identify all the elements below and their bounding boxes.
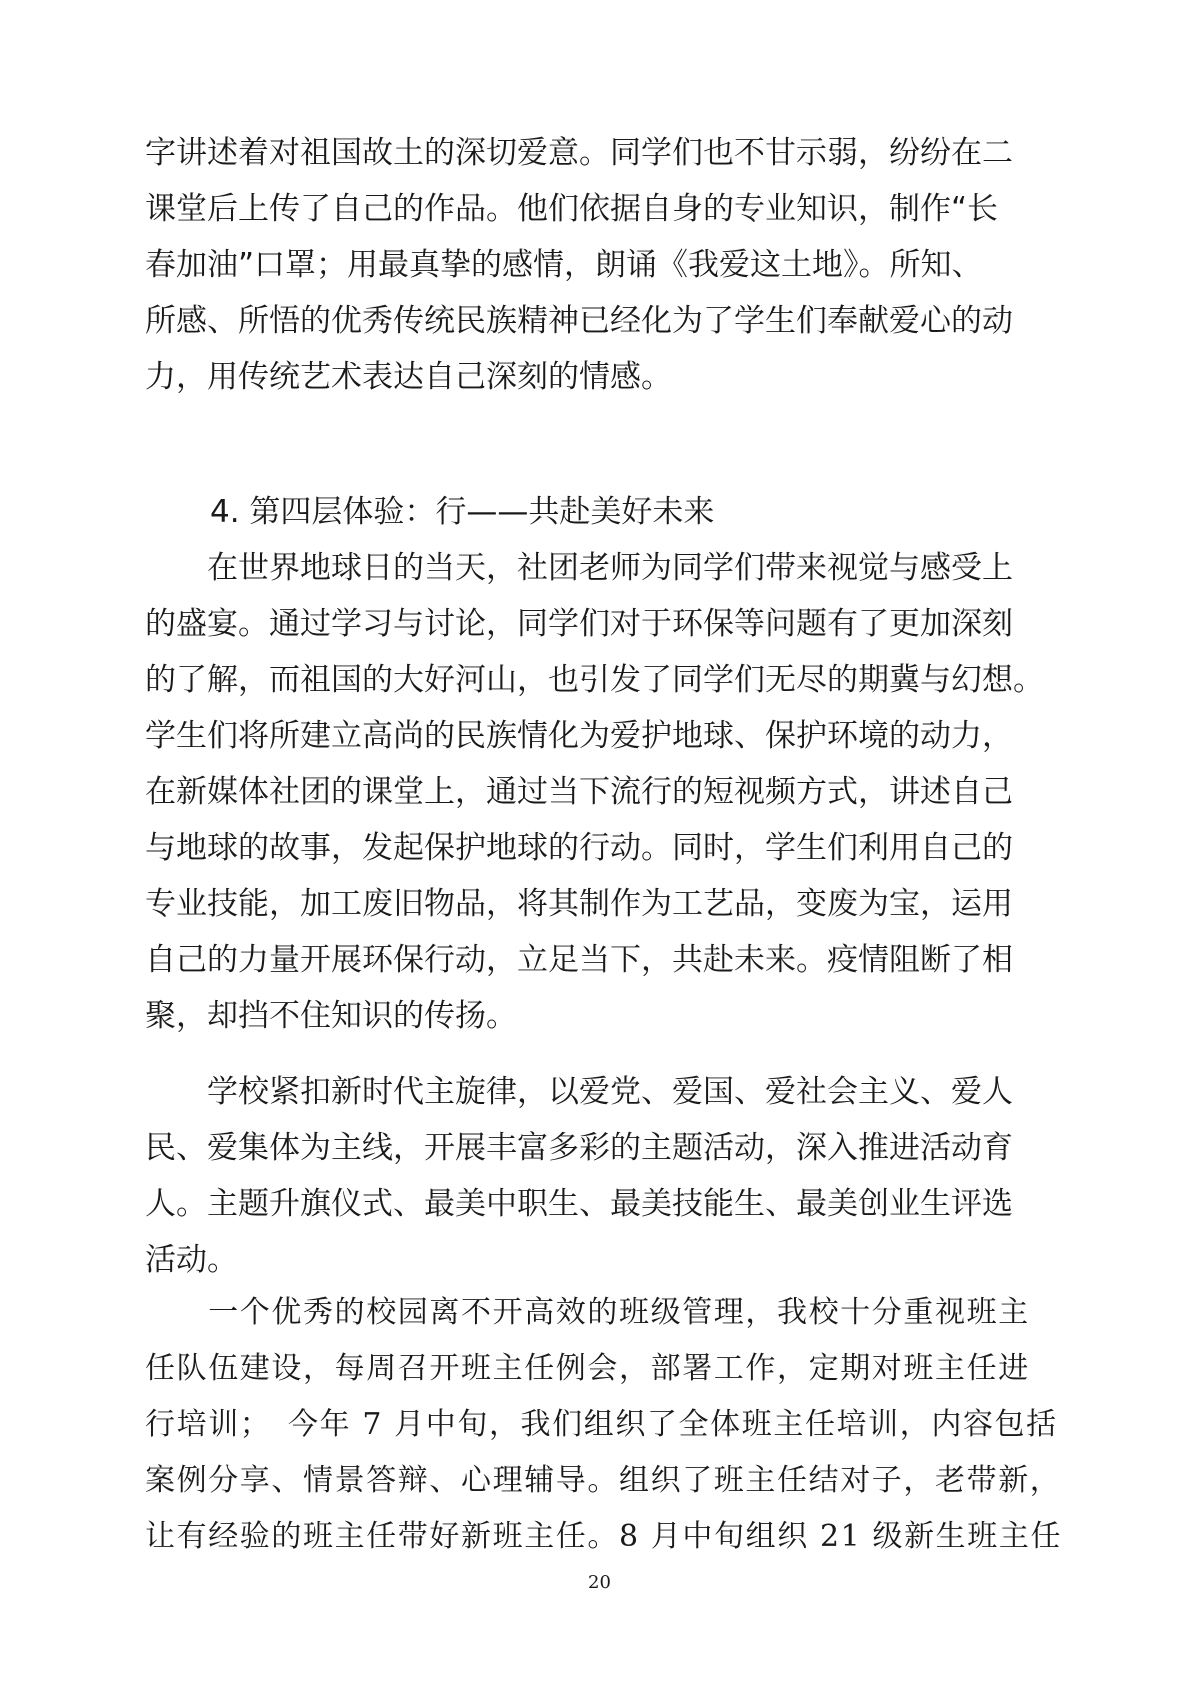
paragraph-4 <box>145 1285 1065 1565</box>
text-line: 专业技能，加工废旧物品，将其制作为工艺品，变废为宝，运用 <box>145 886 1013 922</box>
text-line: 与地球的故事，发起保护地球的行动。同时，学生们利用自己的 <box>145 830 1013 866</box>
page-number: 20 <box>588 1572 611 1593</box>
paragraph-1 <box>145 125 1065 405</box>
text-line: 聚，却挡不住知识的传扬。 <box>145 998 517 1034</box>
text-line: 行培训； 今年 7 月中旬，我们组织了全体班主任培训，内容包括 <box>145 1407 1058 1442</box>
paragraph-3 <box>145 1064 1065 1288</box>
text-line: 在新媒体社团的课堂上，通过当下流行的短视频方式，讲述自己 <box>145 774 1013 810</box>
text-line: 一个优秀的校园离不开高效的班级管理，我校十分重视班主 <box>145 1295 1030 1330</box>
text-line: 案例分享、情景答辩、心理辅导。组织了班主任结对子，老带新， <box>145 1463 1062 1498</box>
text-line: 在世界地球日的当天，社团老师为同学们带来视觉与感受上 <box>145 550 1013 586</box>
text-line: 的了解，而祖国的大好河山，也引发了同学们无尽的期冀与幻想。 <box>145 662 1044 698</box>
text-line: 让有经验的班主任带好新班主任。8 月中旬组织 21 级新生班主任 <box>145 1519 1063 1554</box>
text-line: 活动。 <box>145 1242 238 1278</box>
text-line: 学校紧扣新时代主旋律，以爱党、爱国、爱社会主义、爱人 <box>145 1074 1013 1110</box>
text-line: 字讲述着对祖国故土的深切爱意。同学们也不甘示弱，纷纷在二 <box>145 135 1013 171</box>
text-line: 自己的力量开展环保行动，立足当下，共赴未来。疫情阻断了相 <box>145 942 1013 978</box>
text-line: 人。主题升旗仪式、最美中职生、最美技能生、最美创业生评选 <box>145 1186 1013 1222</box>
text-line: 力，用传统艺术表达自己深刻的情感。 <box>145 359 672 395</box>
text-line: 春加油”口罩；用最真挚的感情，朗诵《我爱这土地》。所知、 <box>145 247 983 283</box>
paragraph-2 <box>145 540 1065 1044</box>
text-line: 学生们将所建立高尚的民族情化为爱护地球、保护环境的动力， <box>145 718 1013 754</box>
text-line: 任队伍建设，每周召开班主任例会，部署工作，定期对班主任进 <box>145 1351 1030 1386</box>
text-line: 的盛宴。通过学习与讨论，同学们对于环保等问题有了更加深刻 <box>145 606 1013 642</box>
text-line: 课堂后上传了自己的作品。他们依据自身的专业知识，制作“长 <box>145 191 999 227</box>
section-heading: 4. 第四层体验：行——共赴美好未来 <box>210 494 715 530</box>
text-line: 民、爱集体为主线，开展丰富多彩的主题活动，深入推进活动育 <box>145 1130 1013 1166</box>
text-line: 所感、所悟的优秀传统民族精神已经化为了学生们奉献爱心的动 <box>145 303 1013 339</box>
